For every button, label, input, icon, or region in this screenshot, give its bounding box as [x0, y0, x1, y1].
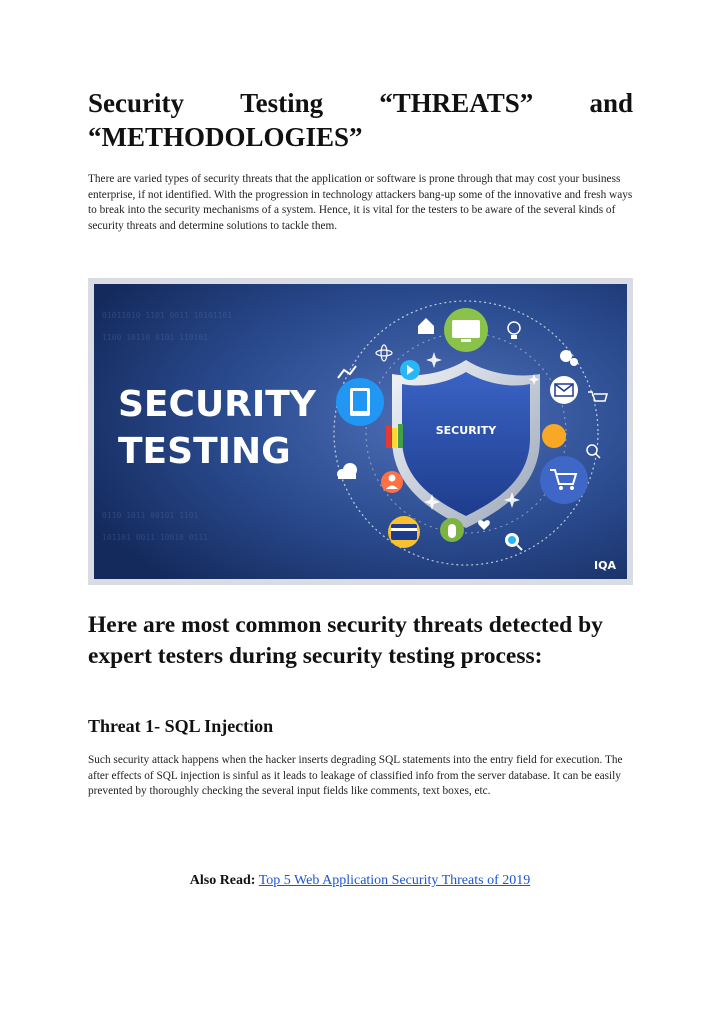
security-testing-banner [88, 278, 633, 585]
play-icon [400, 360, 420, 380]
shopping-cart-icon [540, 456, 588, 504]
also-read-label: Also Read: [189, 873, 256, 888]
banner-illustration [88, 278, 633, 585]
svg-text:01011010 1101 0011 10101101: 01011010 1101 0011 10101101 [102, 311, 233, 320]
title-word: Testing [240, 88, 324, 118]
corner-logo: IQA [594, 559, 616, 572]
also-read-link[interactable]: Top 5 Web Application Security Threats of 2019 [258, 873, 531, 888]
person-icon [381, 471, 403, 493]
svg-text:1100 10110 0101 110101: 1100 10110 0101 110101 [102, 333, 208, 342]
intro-paragraph: There are varied types of security threats that the application or software is prone through that may cost your business enterprise, if not identified. With the progression in technology attackers bang-up some of the innovative and fresh ways to break into the security mechanisms of a system. Hence, it is vital for the testers to be aware of the several kinds of security threats and determine solutions to tackle them. [88, 173, 633, 232]
tablet-icon [336, 378, 384, 426]
monitor-icon [444, 308, 488, 352]
document-title [88, 86, 633, 154]
also-read [0, 871, 720, 891]
banner-headline-1: SECURITY [118, 384, 316, 425]
card-icon [388, 516, 420, 548]
envelope-icon [550, 376, 578, 404]
threat-1-paragraph: Such security attack happens when the hacker inserts degrading SQL statements into the entry field for execution. The after effects of SQL injection is sinful as it leads to leakage of classified info from the server database. It can be easily prevented by thoroughly checking the several input fields like comments, text boxes, etc. [88, 754, 623, 798]
title-line-1 [88, 86, 633, 120]
svg-text:0110 1011 00101 1101: 0110 1011 00101 1101 [102, 511, 199, 520]
title-word: Security [88, 88, 184, 118]
title-word: “THREATS” [379, 88, 534, 118]
svg-text:101101 0011 10010 0111: 101101 0011 10010 0111 [102, 533, 208, 542]
hand-icon [542, 424, 566, 448]
mouse-icon [440, 518, 464, 542]
banner-headline-2: TESTING [118, 431, 291, 472]
shield-label: SECURITY [435, 424, 497, 437]
title-line-2: “METHODOLOGIES” [88, 122, 363, 152]
section-heading: Here are most common security threats detected by expert testers during security testing process: [88, 612, 603, 669]
title-word: and [589, 88, 633, 118]
threat-1-heading: Threat 1- SQL Injection [88, 716, 274, 736]
